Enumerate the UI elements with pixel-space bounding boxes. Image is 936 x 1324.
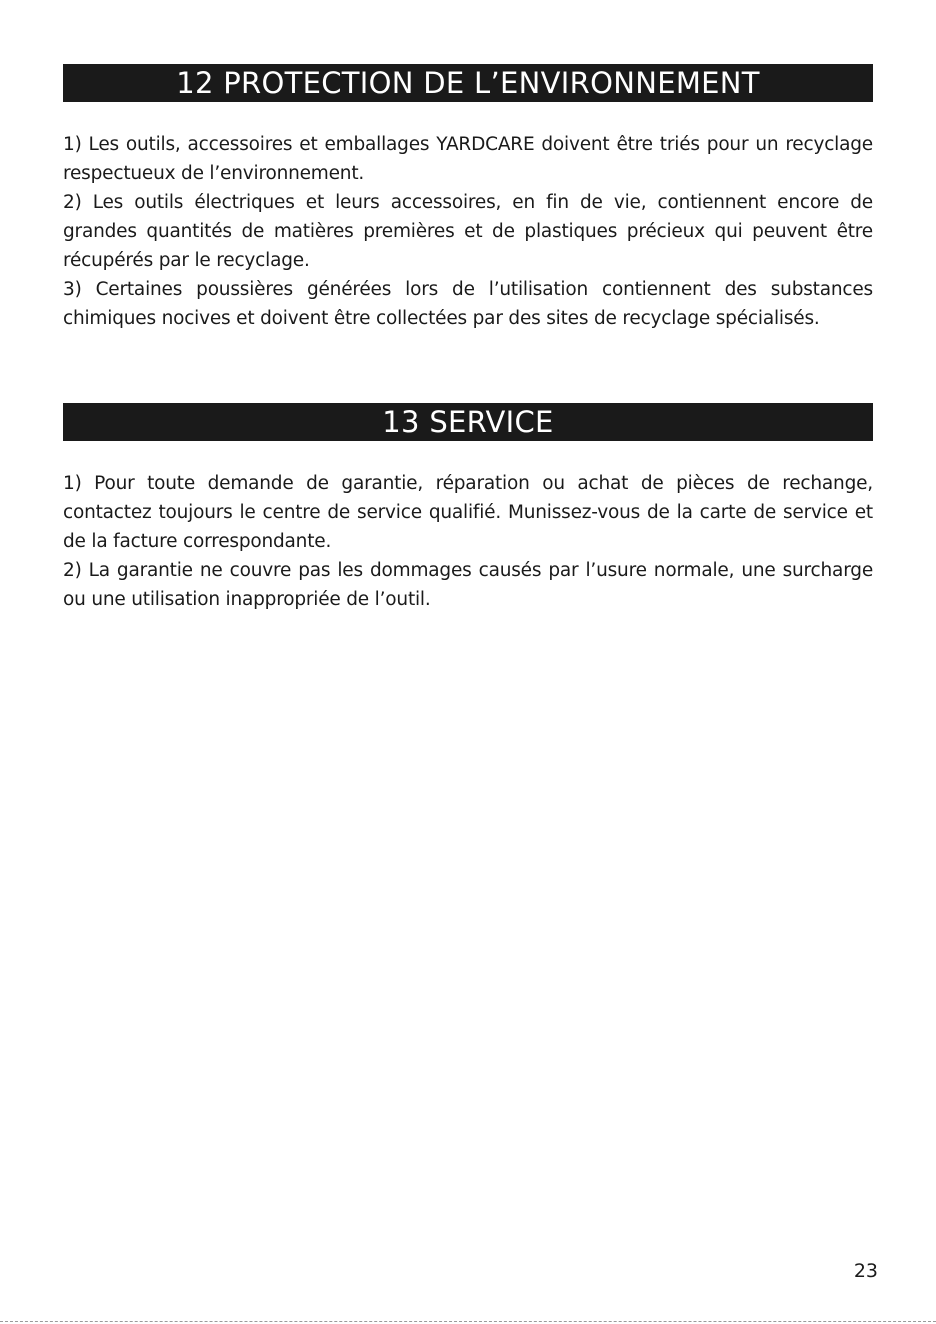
paragraph: 2) Les outils électriques et leurs accessoires, en fin de vie, contiennent encore de grandes quantités de matières premières et de plastiques précieux qui peuvent être récupérés par le recyclage. [63,192,873,271]
paragraph: 1) Les outils, accessoires et emballages YARDCARE doivent être triés pour un recyclage respectueux de l’environnement. [63,134,873,184]
section-body [63,130,873,333]
paragraph: 2) La garantie ne couvre pas les dommages causés par l’usure normale, une surcharge ou une utilisation inappropriée de l’outil. [63,560,873,610]
page-number: 23 [853,1260,878,1282]
paragraph: 3) Certaines poussières générées lors de l’utilisation contiennent des substances chimiques nocives et doivent être collectées par des sites de recyclage spécialisés. [63,279,873,329]
section-service [63,403,873,614]
section-heading: 12 PROTECTION DE L’ENVIRONNEMENT [63,64,873,102]
bottom-divider [0,1321,936,1322]
section-heading: 13 SERVICE [63,403,873,441]
section-body [63,469,873,614]
paragraph: 1) Pour toute demande de garantie, réparation ou achat de pièces de rechange, contactez toujours le centre de service qualifié. Munissez-vous de la carte de service et de la facture correspondante. [63,473,873,552]
section-environment [63,64,873,333]
